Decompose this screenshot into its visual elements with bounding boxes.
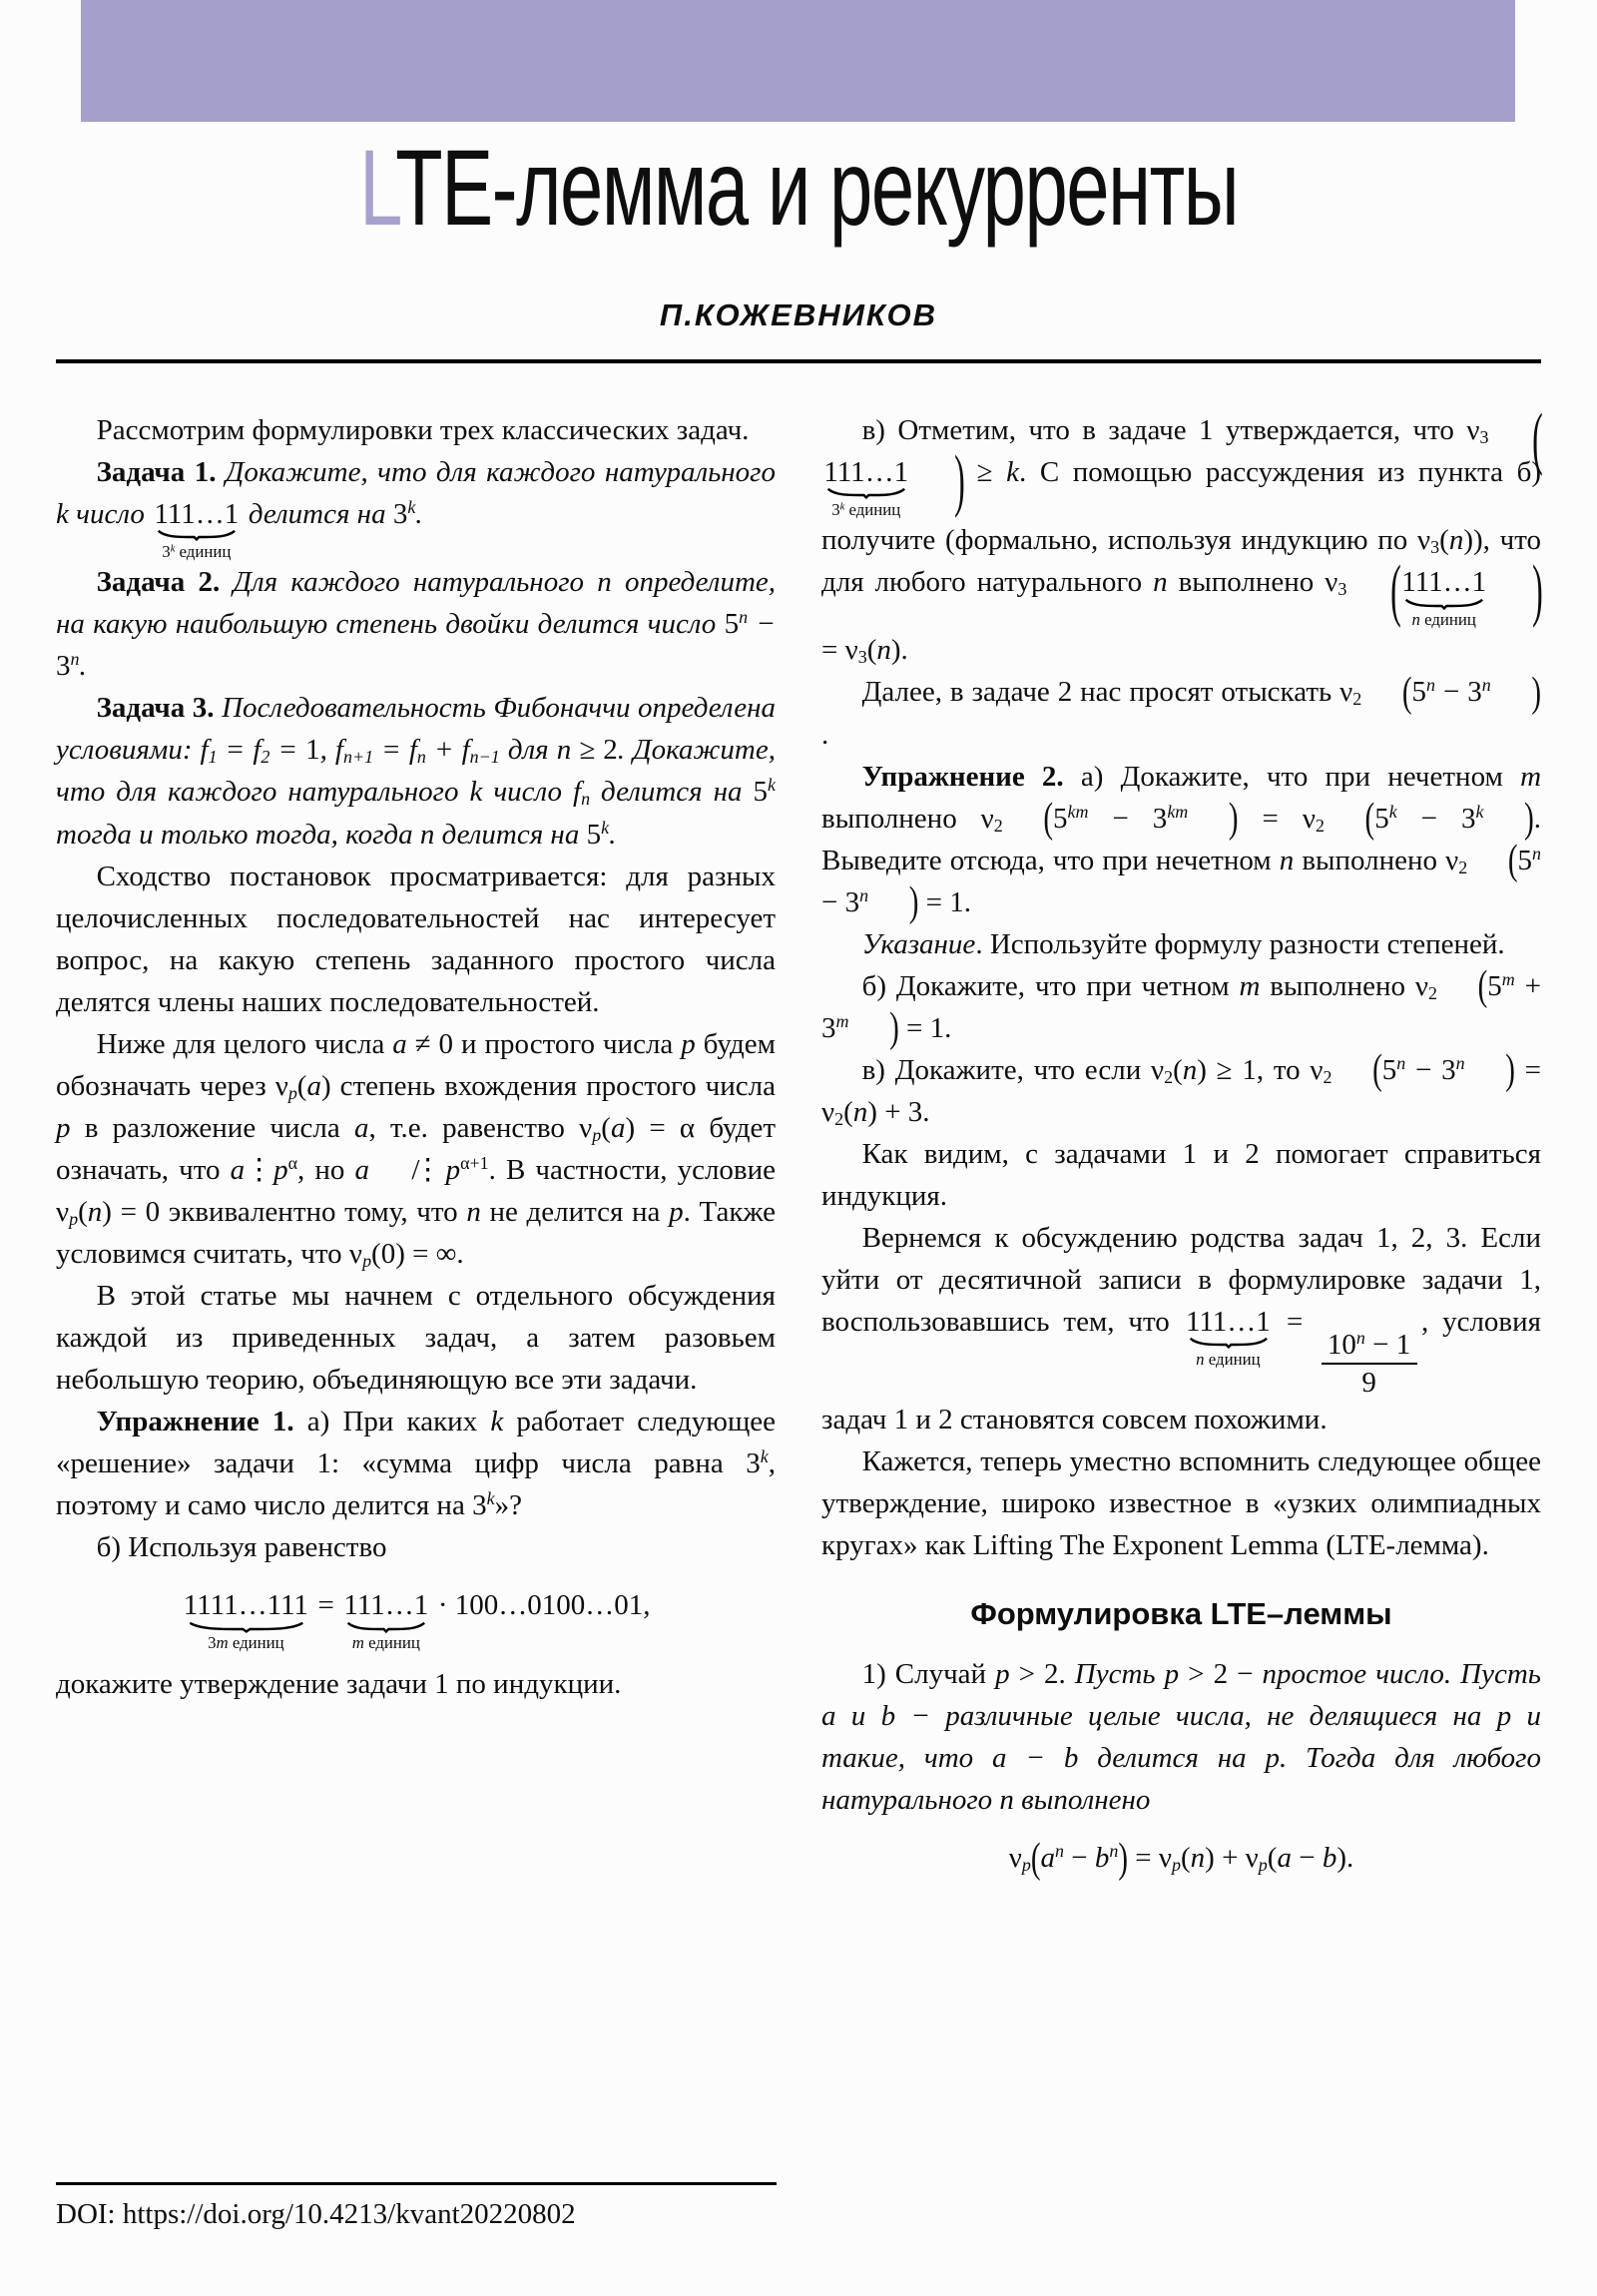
- italic-text: n: [859, 884, 869, 905]
- superscript: [1109, 1842, 1118, 1862]
- italic-text: n: [1448, 524, 1464, 557]
- italic-text: m: [216, 1633, 229, 1653]
- paragraph: Указание. Используйте формулу разности степеней.: [861, 927, 1505, 960]
- superscript: [1426, 676, 1435, 696]
- subscript: 2: [1323, 1066, 1332, 1087]
- subscript: [592, 1125, 601, 1145]
- italic-text: Последовательность Фибоначчи определена условиями: $f_1 = f_2 = 1$, $f_{n+1} = f_n + f_{n-1}$ для n ≥ 2. Докажите, что для каждого натурального k число $f_n$ делится на 5$^k$ тогда и только тогда, когда n делится на 5$^k$.: [56, 692, 777, 851]
- italic-text: n: [466, 1195, 481, 1228]
- subscript: n: [416, 747, 426, 768]
- superscript: [1456, 1053, 1465, 1073]
- underbrace-group: [154, 499, 239, 561]
- superscript: [1356, 1328, 1365, 1348]
- italic-text: km: [1067, 801, 1089, 822]
- italic-text: p: [273, 1153, 288, 1186]
- italic-text: a: [354, 1153, 370, 1186]
- superscript: [840, 501, 845, 512]
- italic-text: n: [1153, 566, 1168, 599]
- italic-text: a: [354, 1111, 369, 1144]
- superscript: [1502, 969, 1515, 989]
- article-body: [0, 401, 1597, 1890]
- superscript: [487, 1488, 495, 1508]
- italic-text: n: [852, 1095, 868, 1128]
- italic-text: n: [1532, 843, 1542, 863]
- italic-text: k: [1475, 801, 1484, 822]
- bold-text: Упражнение 2.: [861, 760, 1064, 793]
- bold-text: Задача 1.: [96, 456, 217, 489]
- paragraph: Ниже для целого числа a ≠ 0 и простого числа p будем обозначать через $\nu_p(a)$ степень вхождения простого числа p в разложение числа a, т.е. равенство $\nu_p(a) = \alpha$ будет означать, что $a⋮p^\alpha$, но a ⋮ / $p^{\alpha+1}$. В частности, условие $\nu_p(n) = 0$ эквивалентно тому, что n не делится на p. Также условимся считать, что $\nu_p(0)$ = ∞.: [56, 1023, 776, 1275]
- paragraph: 1) Случай p > 2. Пусть p > 2 − простое число. Пусть a и b − различные целые числа, не делящиеся на p и такие, что a − b делится на p. Тогда для любого натурального n выполнено: [821, 1658, 1542, 1817]
- italic-text: n: [1481, 675, 1491, 696]
- subscript: [288, 1083, 297, 1103]
- underbrace-group: [1186, 1307, 1271, 1369]
- bold-text: Упражнение 1.: [96, 1406, 294, 1438]
- underbrace-label: 3m единиц: [208, 1633, 284, 1653]
- fraction: [1322, 1329, 1417, 1399]
- italic-text: n: [1196, 1349, 1205, 1369]
- title-accent-letter: L: [358, 127, 395, 248]
- open-paren: (: [1364, 795, 1375, 843]
- subscript: 3: [857, 647, 867, 668]
- italic-text: p: [681, 1027, 696, 1060]
- italic-text: n: [1455, 1053, 1465, 1073]
- subscript: 3: [1479, 426, 1489, 447]
- upright-text: 2: [603, 734, 618, 767]
- footnote: [56, 2182, 777, 2231]
- subscript: 2: [834, 1108, 844, 1129]
- italic-text: p: [995, 1658, 1010, 1691]
- open-paren: (: [1401, 669, 1412, 717]
- italic-text: k: [486, 1488, 495, 1509]
- subscript: [1259, 1855, 1268, 1875]
- big-open-paren: (: [1389, 553, 1401, 631]
- italic-text: n: [1426, 675, 1436, 696]
- italic-text: a: [610, 1111, 626, 1144]
- superscript: [1055, 1842, 1064, 1862]
- italic-text: a: [306, 1069, 321, 1102]
- paragraph: б) Используя равенство: [96, 1531, 387, 1564]
- upright-text: 3: [392, 498, 408, 531]
- underbrace-label: m единиц: [351, 1633, 420, 1653]
- italic-text: n: [1396, 1053, 1406, 1073]
- italic-text: Пусть p: [1074, 1658, 1180, 1691]
- close-paren: ): [1531, 669, 1541, 717]
- superscript: α: [287, 1153, 298, 1174]
- paragraph: в) Отметим, что в задаче 1 утверждается, что $\nu_3$ ( 111…1 3$^k$ единиц ) ≥ k. С помощью рассуждения из пункта б) получите (формально, используя индукцию по $\nu_3(n)$), что для любого натурального n выполнено $\nu_3$ ( 111…1 n единиц ) = $\nu_3(n)$.: [821, 401, 1543, 668]
- superscript: [1532, 844, 1541, 863]
- superscript: [859, 885, 868, 905]
- paragraph: Вернемся к обсуждению родства задач 1, 2, 3. Если уйти от десятичной записи в формулировке задачи 1, воспользовавшись тем, что 111…1 n единиц = $\frac{10^n - 1}{9}$ , условия задач 1 и 2 становятся совсем похожими.: [821, 1222, 1541, 1436]
- underbrace-content: 1111…111: [183, 1589, 308, 1622]
- subscript: 2: [993, 815, 1003, 836]
- subscript: [1172, 1855, 1181, 1875]
- underbrace-icon: [157, 530, 237, 540]
- italic-text: a: [1277, 1842, 1292, 1875]
- italic-text: p: [69, 1208, 79, 1229]
- italic-text: Докажите, что для каждого натурального k число 111…1 3$^k$ единиц делится на 3$^k$.: [56, 456, 776, 561]
- subscript: n+1: [343, 747, 374, 768]
- paragraph: В этой статье мы начнем с отдельного обсуждения каждой из приведенных задач, а затем разовьем небольшую теорию, объединяющую все эти задачи.: [56, 1280, 776, 1397]
- not-divisible-symbol: ⋮ /: [369, 1149, 446, 1191]
- open-paren: (: [1030, 1835, 1041, 1883]
- fraction-numerator: $10^n - 1$: [1322, 1329, 1417, 1365]
- italic-text: k: [1006, 456, 1019, 489]
- italic-text: m: [351, 1633, 364, 1653]
- underbrace-content: 111…1: [154, 498, 240, 531]
- paragraph: докажите утверждение задачи 1 по индукции.: [56, 1667, 622, 1700]
- upright-text: 5: [586, 818, 602, 851]
- italic-text: km: [1167, 801, 1189, 822]
- open-paren: (: [1043, 795, 1054, 843]
- italic-text: p: [56, 1111, 71, 1144]
- italic-text: m: [1239, 969, 1261, 1002]
- italic-text: простое число. Пусть a и b − различные целые числа, не делящиеся на p и такие, что a − b делится на p. Тогда для любого натурального n выполнено: [821, 1658, 1542, 1817]
- italic-text: p: [287, 1082, 297, 1103]
- open-paren: (: [1372, 1047, 1382, 1094]
- subscript: 2: [1315, 815, 1325, 836]
- underbrace-icon: [346, 1622, 426, 1632]
- italic-text: n: [876, 634, 891, 667]
- paragraph: б) Докажите, что при четном m выполнено $\nu_2$ ($5^m + 3^m$ ) = 1.: [821, 963, 1541, 1052]
- italic-text: n: [1190, 1842, 1206, 1875]
- paragraph: [56, 687, 776, 855]
- italic-text: p: [1021, 1855, 1031, 1876]
- italic-text: k: [1388, 801, 1397, 822]
- italic-text: b: [1322, 1842, 1337, 1875]
- italic-text: a: [392, 1027, 407, 1060]
- underbrace-group: [343, 1590, 428, 1652]
- display-formula: $\nu_p(a^n - b^n) = \nu_p(n) + \nu_p(a - b)$.: [1008, 1835, 1354, 1883]
- underbrace-group: [823, 457, 908, 519]
- subscript: 2: [261, 747, 270, 768]
- italic-text: k: [760, 1446, 769, 1467]
- bold-text: Задача 3.: [96, 692, 215, 725]
- subscript: 3: [1430, 537, 1440, 558]
- superscript: α+1: [460, 1153, 489, 1174]
- underbrace-label: n единиц: [1196, 1349, 1261, 1369]
- paragraph: Упражнение 2. а) Докажите, что при нечетном m выполнено $\nu_2$ ($5^{km} - 3^{km}$ ) = $\nu_2$ ($5^k - 3^k$ ). Выведите отсюда, что при нечетном n выполнено $\nu_2$ ($5^n - 3^n$ ) = 1.: [821, 760, 1542, 926]
- subscript: 1: [208, 747, 218, 768]
- italic-text: p: [1258, 1855, 1268, 1876]
- underbrace-icon: [826, 488, 906, 498]
- underbrace-label: 3$^k$ единиц: [831, 499, 901, 519]
- page-title: [0, 0, 1597, 248]
- italic-text: n: [87, 1195, 103, 1228]
- footnote-rule: [56, 2182, 777, 2185]
- upright-text: 3: [56, 650, 71, 683]
- italic-text: k: [170, 543, 176, 555]
- upright-text: 1: [305, 734, 320, 767]
- paragraph: Сходство постановок просматривается: для разных целочисленных последовательностей нас интересует вопрос, на какую степень заданного простого числа делятся члены наших последовательностей.: [56, 860, 776, 1018]
- big-open-paren: (: [1531, 401, 1543, 478]
- subscript: [1022, 1855, 1031, 1875]
- paragraph: [56, 451, 776, 561]
- subscript: 2: [1458, 857, 1468, 877]
- superscript: [1389, 802, 1397, 822]
- paragraph: Как видим, с задачами 1 и 2 помогает справиться индукция.: [821, 1137, 1541, 1213]
- italic-text: m: [835, 1010, 849, 1031]
- superscript: [1476, 802, 1484, 822]
- upright-text: 5: [753, 776, 769, 809]
- italic-text: Для каждого натурального n определите, на какую наибольшую степень двойки делится число $5^n - 3^n$.: [56, 566, 777, 683]
- superscript: n: [739, 607, 749, 628]
- close-paren: ): [1524, 795, 1534, 843]
- paragraph: Кажется, теперь уместно вспомнить следующее общее утверждение, широко известное в «узких олимпиадных кругах» как Lifting The Exponent Lemma (LTE-лемма).: [821, 1445, 1541, 1562]
- close-paren: ): [889, 1005, 899, 1052]
- superscript: [836, 1011, 849, 1031]
- underbrace-label: n единиц: [1411, 610, 1476, 630]
- display-formula: 1111…111 3m единиц = 111…1 m единиц · 100…0100…01,: [183, 1589, 651, 1653]
- superscript: n: [70, 649, 80, 670]
- underbrace-content: 111…1: [823, 456, 909, 489]
- subscript: 2: [1352, 689, 1362, 710]
- paragraph: Упражнение 1. а) При каких k работает следующее «решение» задачи 1: «сумма цифр числа равна 3$^k$, поэтому и само число делится на 3$^k$»?: [56, 1406, 777, 1522]
- close-paren: ): [1505, 1047, 1515, 1094]
- title-rest: TE-лемма и рекурренты: [394, 127, 1239, 248]
- superscript: [1396, 1053, 1405, 1073]
- italic-text: a: [230, 1153, 246, 1186]
- left-column: [56, 409, 776, 1890]
- paragraph: [56, 561, 776, 687]
- close-paren: ): [908, 879, 919, 926]
- italic-text: p: [362, 1250, 372, 1271]
- superscript: [761, 1446, 769, 1466]
- right-column: [821, 401, 1543, 1890]
- close-paren: ): [1228, 795, 1239, 843]
- underbrace-content: 111…1: [1185, 1306, 1271, 1339]
- italic-text: n: [1279, 844, 1295, 876]
- italic-text: n: [1182, 1053, 1198, 1086]
- big-close-paren: ): [953, 443, 965, 520]
- big-close-paren: ): [1531, 553, 1543, 631]
- superscript: k: [407, 497, 416, 518]
- italic-text: k: [490, 1406, 504, 1438]
- header-rule: [56, 359, 1541, 363]
- superscript: k: [768, 775, 777, 796]
- masthead: [0, 0, 1597, 363]
- underbrace-label: 3$^k$ единиц: [162, 541, 232, 561]
- italic-text: m: [1520, 760, 1542, 793]
- subscript: n−1: [469, 747, 500, 768]
- open-paren: (: [1477, 963, 1488, 1010]
- subscript: 2: [1428, 982, 1437, 1003]
- underbrace-icon: [1189, 1338, 1269, 1348]
- subscript: 3: [1337, 579, 1347, 600]
- superscript: [171, 543, 176, 554]
- underbrace-group: [184, 1590, 308, 1652]
- paragraph: в) Докажите, что если $\nu_2(n) \ge 1$, то $\nu_2$ ($5^n - 3^n$ ) = $\nu_2(n) + 3$.: [821, 1047, 1542, 1129]
- section-heading: Формулировка LTE–леммы: [970, 1596, 1392, 1632]
- superscript: [1068, 802, 1089, 822]
- italic-text: Указание: [861, 927, 976, 960]
- italic-text: k: [839, 501, 845, 513]
- superscript: [1482, 676, 1491, 696]
- paragraph: Рассмотрим формулировки трех классических задач.: [96, 414, 750, 446]
- close-paren: ): [1118, 1835, 1129, 1883]
- subscript: [69, 1209, 78, 1229]
- underbrace-icon: [188, 1622, 305, 1632]
- italic-text: p: [669, 1195, 684, 1228]
- italic-text: p: [592, 1124, 602, 1145]
- italic-text: n: [1109, 1841, 1119, 1862]
- underbrace-content: 111…1: [343, 1589, 429, 1622]
- paragraph: Далее, в задаче 2 нас просят отыскать $\nu_2$ ($5^n - 3^n$ ).: [821, 669, 1541, 751]
- open-paren: (: [1507, 838, 1518, 884]
- italic-text: p: [1172, 1855, 1181, 1876]
- italic-text: n: [1055, 1841, 1065, 1862]
- upright-text: 5: [724, 608, 740, 641]
- italic-text: n: [1411, 610, 1420, 630]
- italic-text: m: [1501, 968, 1515, 989]
- italic-text: a: [1040, 1842, 1056, 1875]
- superscript: [1167, 802, 1188, 822]
- italic-text: n: [1355, 1328, 1365, 1349]
- italic-text: p: [445, 1153, 461, 1186]
- italic-text: b: [1094, 1842, 1110, 1875]
- superscript: k: [601, 817, 610, 838]
- underbrace-group: [1401, 567, 1486, 629]
- underbrace-content: 111…1: [1401, 566, 1487, 599]
- bold-text: Задача 2.: [96, 566, 221, 599]
- subscript: 2: [1164, 1066, 1174, 1087]
- subscript: n: [581, 789, 591, 810]
- underbrace-icon: [1404, 599, 1484, 609]
- author-name: П.КОЖЕВНИКОВ: [659, 297, 938, 332]
- title-text: [358, 127, 1239, 248]
- subscript: [362, 1251, 371, 1271]
- doi-text: DOI: https://doi.org/10.4213/kvant20220802: [56, 2198, 576, 2230]
- fraction-denominator: 9: [1361, 1366, 1376, 1399]
